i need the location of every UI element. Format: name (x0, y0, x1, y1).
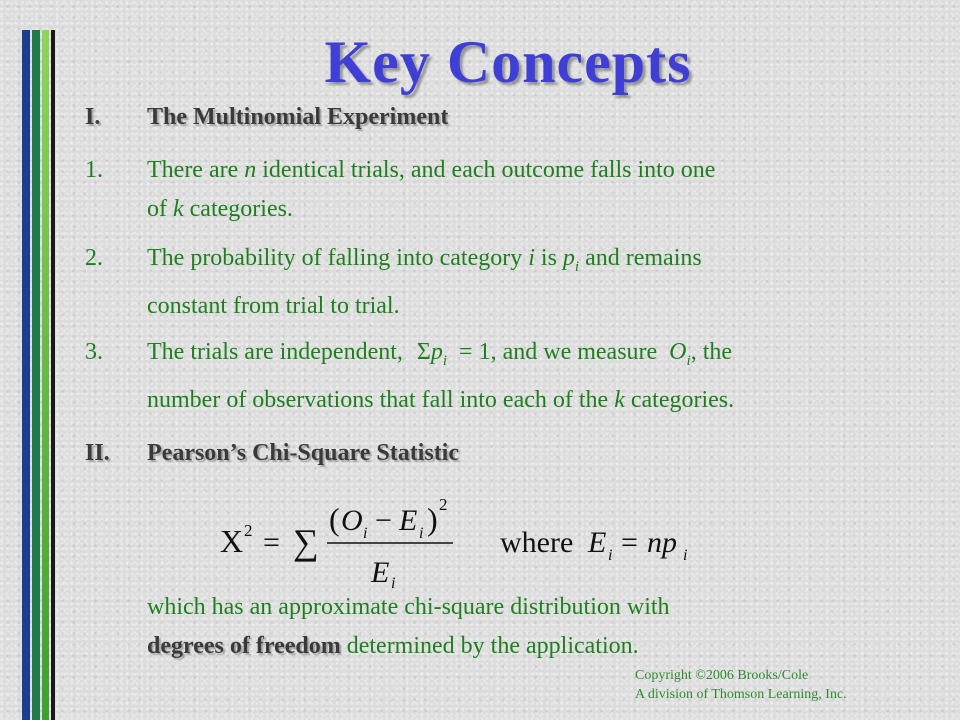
copyright-line1: Copyright ©2006 Brooks/Cole (635, 668, 809, 683)
formula-num-E: E (399, 504, 418, 537)
copyright-line2: A division of Thomson Learning, Inc. (635, 687, 847, 702)
formula-num-close: ) (427, 501, 438, 537)
item-1-line1-b: identical trials, and each outcome falls into one (256, 157, 716, 183)
formula-sum: ∑ (293, 522, 319, 562)
formula-num-O-sub: i (363, 525, 368, 542)
formula-lhs-X: X (220, 523, 244, 559)
section-2-number: II. (85, 440, 110, 466)
formula-where-np: np (647, 526, 677, 559)
formula-den-E-sub: i (391, 575, 396, 590)
explanation-line2: determined by the application. (340, 633, 639, 659)
copyright-notice (635, 666, 847, 704)
var-O: O (669, 339, 687, 365)
item-1-line2-a: of (147, 196, 173, 222)
item-1-var-n: n (244, 157, 257, 183)
item-2-sub-i: i (574, 258, 580, 275)
item-2-line1-a: The probability of falling into category (147, 245, 529, 271)
item-3-text (147, 333, 947, 420)
item-2-var-i: i (528, 245, 535, 271)
bar-black (51, 30, 55, 720)
item-3-number: 3. (85, 339, 103, 365)
item-2-line1-c: and remains (579, 245, 702, 271)
formula-den-E: E (371, 556, 390, 589)
item-2-line1-b: is (534, 245, 563, 271)
formula-where: where (500, 526, 574, 559)
formula-where-E-sub: i (608, 547, 613, 564)
item-2-var-p: p (562, 245, 575, 271)
explanation-line1: which has an approximate chi-square distribution with (147, 594, 670, 620)
bar-light-green (42, 30, 49, 720)
degrees-of-freedom-term: degrees of freedom (147, 633, 341, 659)
formula-where-p-sub: i (683, 547, 688, 564)
formula-num-E-sub: i (419, 525, 424, 542)
sum-p-formula (416, 339, 479, 369)
chi-square-formula (215, 490, 735, 590)
formula-var-p: p (430, 339, 443, 365)
sigma-symbol: Σ (416, 339, 431, 365)
section-1-number: I. (85, 104, 101, 130)
formula-equals: = (263, 526, 280, 559)
item-3-var-k: k (614, 386, 625, 413)
item-3-line1-c: , the (690, 339, 733, 365)
formula-equals: = (459, 339, 473, 365)
formula-where-E: E (588, 526, 607, 559)
item-1-var-k: k (173, 196, 184, 222)
item-1-number: 1. (85, 157, 103, 183)
formula-num-minus: − (375, 504, 392, 537)
chi-square-explanation (147, 588, 907, 666)
formula-sub-i: i (442, 352, 448, 369)
item-3-line1-b: 1, and we measure (478, 339, 658, 365)
section-1-heading: The Multinomial Experiment (147, 104, 449, 130)
formula-num-sup: 2 (439, 495, 448, 514)
item-3-line1-a: The trials are independent, (147, 339, 403, 365)
formula-num-open: ( (329, 501, 340, 537)
item-3-line2-a: number of observations that fall into each of the (147, 386, 615, 413)
item-2-number: 2. (85, 245, 103, 271)
item-2-line2: constant from trial to trial. (147, 292, 400, 319)
formula-lhs-sup: 2 (244, 521, 253, 540)
formula-num-O: O (341, 504, 363, 537)
bar-teal (32, 30, 40, 720)
item-3-line2-b: categories. (624, 386, 735, 413)
item-1-line1-a: There are (147, 157, 245, 183)
decorative-vertical-bars (22, 30, 56, 720)
item-2-text (147, 239, 947, 326)
section-2-heading: Pearson’s Chi-Square Statistic (147, 440, 459, 466)
var-O-sub-i: i (686, 352, 691, 369)
item-1-text (147, 151, 947, 229)
item-1-line2-b: categories. (183, 196, 293, 222)
formula-where-equals: = (621, 526, 638, 559)
bar-blue (22, 30, 30, 720)
slide-title: Key Concepts (324, 29, 692, 95)
